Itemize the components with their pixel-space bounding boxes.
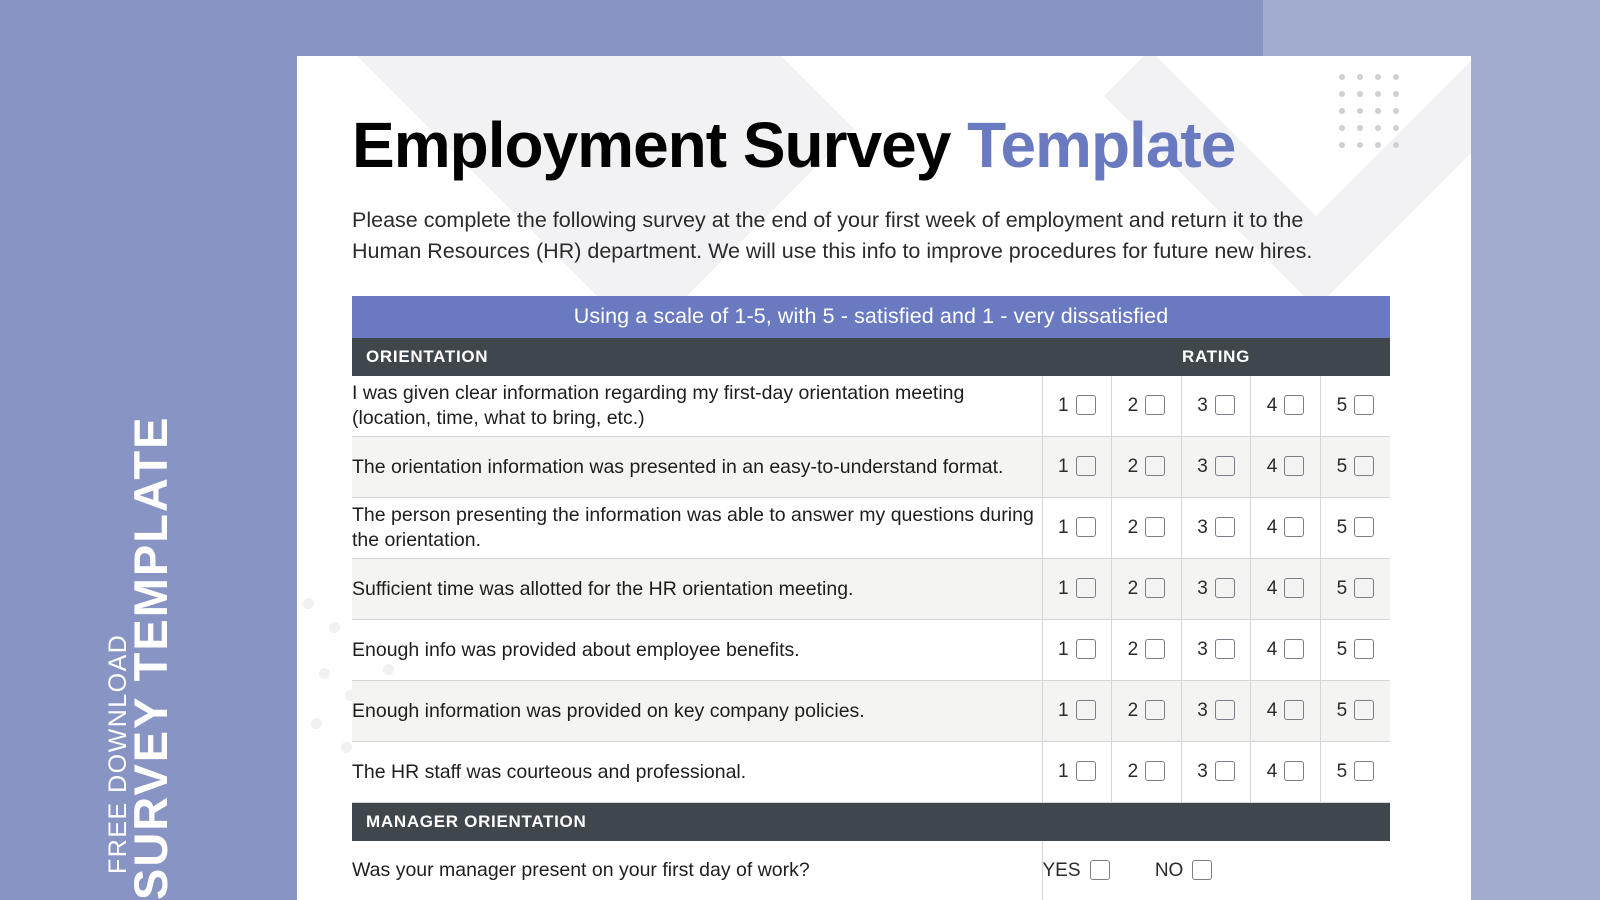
checkbox-icon[interactable] bbox=[1145, 639, 1165, 659]
rating-cell-3[interactable] bbox=[1181, 681, 1251, 742]
rating-number: 1 bbox=[1058, 517, 1069, 539]
rating-number: 5 bbox=[1336, 761, 1348, 783]
checkbox-icon[interactable] bbox=[1354, 700, 1374, 720]
rating-cell-5[interactable] bbox=[1320, 437, 1390, 498]
rating-cell-1[interactable] bbox=[1042, 376, 1112, 437]
rating-cell-3[interactable] bbox=[1181, 742, 1251, 803]
rating-number: 1 bbox=[1058, 700, 1069, 722]
rating-cell-5[interactable] bbox=[1320, 620, 1390, 681]
checkbox-icon[interactable] bbox=[1354, 761, 1374, 781]
rating-number: 2 bbox=[1127, 517, 1139, 539]
table-row bbox=[352, 559, 1390, 620]
rating-number: 4 bbox=[1266, 517, 1278, 539]
rating-number: 5 bbox=[1336, 394, 1348, 416]
section-label-rating: RATING bbox=[1181, 346, 1251, 366]
rating-cell-2[interactable] bbox=[1112, 498, 1182, 559]
rating-cell-4[interactable] bbox=[1251, 437, 1321, 498]
question-text: The HR staff was courteous and professional. bbox=[352, 742, 1042, 803]
checkbox-icon[interactable] bbox=[1145, 517, 1165, 537]
rating-cell-1[interactable] bbox=[1042, 437, 1112, 498]
section-header-manager-orientation bbox=[352, 803, 1390, 841]
rating-cell-2[interactable] bbox=[1112, 559, 1182, 620]
checkbox-icon[interactable] bbox=[1284, 639, 1304, 659]
checkbox-icon[interactable] bbox=[1145, 395, 1165, 415]
rating-cell-2[interactable] bbox=[1112, 376, 1182, 437]
checkbox-icon[interactable] bbox=[1076, 639, 1096, 659]
rating-cell-3[interactable] bbox=[1181, 437, 1251, 498]
rating-number: 3 bbox=[1197, 394, 1208, 416]
scale-bar-label: Using a scale of 1-5, with 5 - satisfied and 1 - very dissatisfied bbox=[352, 296, 1390, 338]
checkbox-icon[interactable] bbox=[1354, 639, 1374, 659]
rating-cell-1[interactable] bbox=[1042, 620, 1112, 681]
rating-cell-5[interactable] bbox=[1320, 681, 1390, 742]
rating-number: 4 bbox=[1266, 639, 1278, 661]
checkbox-icon[interactable] bbox=[1215, 761, 1235, 781]
rating-number: 1 bbox=[1058, 578, 1069, 600]
question-text: I was given clear information regarding my first-day orientation meeting (location, time, what to bring, etc.) bbox=[352, 376, 1042, 437]
table-row bbox=[352, 681, 1390, 742]
rating-number: 4 bbox=[1266, 578, 1278, 600]
checkbox-icon[interactable] bbox=[1076, 517, 1096, 537]
checkbox-icon[interactable] bbox=[1145, 456, 1165, 476]
page-title-primary: Employment Survey bbox=[352, 109, 968, 181]
table-row bbox=[352, 437, 1390, 498]
sidebar-subtitle: FREE DOWNLOAD bbox=[104, 633, 132, 874]
rating-number: 2 bbox=[1127, 639, 1139, 661]
checkbox-icon[interactable] bbox=[1215, 395, 1235, 415]
sidebar-title: SURVEY TEMPLATE bbox=[124, 415, 177, 900]
checkbox-icon[interactable] bbox=[1215, 517, 1235, 537]
rating-number: 3 bbox=[1197, 761, 1208, 783]
rating-number: 5 bbox=[1336, 578, 1348, 600]
section-label-manager-orientation: MANAGER ORIENTATION bbox=[366, 811, 587, 831]
rating-cell-4[interactable] bbox=[1251, 620, 1321, 681]
rating-cell-3[interactable] bbox=[1181, 498, 1251, 559]
rating-cell-5[interactable] bbox=[1320, 742, 1390, 803]
rating-cell-4[interactable] bbox=[1251, 376, 1321, 437]
rating-number: 2 bbox=[1127, 761, 1139, 783]
rating-cell-4[interactable] bbox=[1251, 742, 1321, 803]
checkbox-icon[interactable] bbox=[1354, 395, 1374, 415]
rating-number: 4 bbox=[1266, 761, 1278, 783]
rating-number: 4 bbox=[1266, 456, 1278, 478]
checkbox-icon[interactable] bbox=[1076, 395, 1096, 415]
checkbox-icon[interactable] bbox=[1354, 517, 1374, 537]
rating-number: 2 bbox=[1127, 456, 1139, 478]
rating-number: 3 bbox=[1197, 456, 1208, 478]
checkbox-icon[interactable] bbox=[1215, 700, 1235, 720]
checkbox-icon[interactable] bbox=[1145, 700, 1165, 720]
rating-cell-5[interactable] bbox=[1320, 376, 1390, 437]
question-text: Enough info was provided about employee benefits. bbox=[352, 620, 1042, 681]
rating-cell-4[interactable] bbox=[1251, 559, 1321, 620]
yes-option[interactable] bbox=[1043, 860, 1110, 882]
question-text: Sufficient time was allotted for the HR orientation meeting. bbox=[352, 559, 1042, 620]
checkbox-icon[interactable] bbox=[1215, 639, 1235, 659]
checkbox-icon[interactable] bbox=[1284, 456, 1304, 476]
checkbox-icon[interactable] bbox=[1145, 578, 1165, 598]
checkbox-icon[interactable] bbox=[1192, 860, 1212, 880]
rating-cell-3[interactable] bbox=[1181, 620, 1251, 681]
rating-number: 5 bbox=[1336, 639, 1348, 661]
rating-number: 2 bbox=[1127, 700, 1139, 722]
question-text: Enough information was provided on key company policies. bbox=[352, 681, 1042, 742]
checkbox-icon[interactable] bbox=[1145, 761, 1165, 781]
checkbox-icon[interactable] bbox=[1215, 578, 1235, 598]
question-text: Was your manager present on your first day of work? bbox=[352, 841, 1042, 900]
checkbox-icon[interactable] bbox=[1354, 578, 1374, 598]
rating-cell-4[interactable] bbox=[1251, 498, 1321, 559]
rating-cell-2[interactable] bbox=[1112, 437, 1182, 498]
checkbox-icon[interactable] bbox=[1284, 700, 1304, 720]
rating-number: 1 bbox=[1058, 761, 1069, 783]
rating-cell-1[interactable] bbox=[1042, 742, 1112, 803]
rating-number: 4 bbox=[1266, 700, 1278, 722]
rating-number: 2 bbox=[1127, 394, 1139, 416]
survey-table bbox=[352, 296, 1390, 900]
sidebar-vertical-text bbox=[0, 0, 297, 900]
section-header-orientation bbox=[352, 338, 1390, 376]
rating-number: 5 bbox=[1336, 700, 1348, 722]
rating-cell-1[interactable] bbox=[1042, 681, 1112, 742]
table-row bbox=[352, 620, 1390, 681]
checkbox-icon[interactable] bbox=[1076, 578, 1096, 598]
yes-label: YES bbox=[1042, 859, 1081, 881]
rating-cell-3[interactable] bbox=[1181, 559, 1251, 620]
rating-cell-1[interactable] bbox=[1042, 559, 1112, 620]
rating-number: 3 bbox=[1197, 578, 1208, 600]
document-page bbox=[297, 56, 1471, 900]
table-row bbox=[352, 498, 1390, 559]
checkbox-icon[interactable] bbox=[1284, 395, 1304, 415]
table-row bbox=[352, 841, 1390, 900]
rating-cell-2[interactable] bbox=[1112, 620, 1182, 681]
rating-number: 4 bbox=[1266, 394, 1278, 416]
no-option[interactable] bbox=[1155, 860, 1213, 882]
rating-number: 1 bbox=[1058, 456, 1069, 478]
table-row bbox=[352, 742, 1390, 803]
rating-cell-4[interactable] bbox=[1251, 681, 1321, 742]
checkbox-icon[interactable] bbox=[1076, 761, 1096, 781]
rating-cell-5[interactable] bbox=[1320, 559, 1390, 620]
rating-number: 3 bbox=[1197, 700, 1208, 722]
rating-number: 2 bbox=[1127, 578, 1139, 600]
checkbox-icon[interactable] bbox=[1284, 761, 1304, 781]
section-label-orientation: ORIENTATION bbox=[366, 346, 489, 366]
rating-number: 5 bbox=[1336, 517, 1348, 539]
rating-cell-3[interactable] bbox=[1181, 376, 1251, 437]
rating-number: 3 bbox=[1197, 517, 1208, 539]
scale-bar-row bbox=[352, 296, 1390, 338]
checkbox-icon[interactable] bbox=[1284, 578, 1304, 598]
checkbox-icon[interactable] bbox=[1215, 456, 1235, 476]
checkbox-icon[interactable] bbox=[1284, 517, 1304, 537]
page-title bbox=[352, 109, 1392, 181]
rating-cell-1[interactable] bbox=[1042, 498, 1112, 559]
rating-cell-2[interactable] bbox=[1112, 681, 1182, 742]
question-text: The person presenting the information was able to answer my questions during the orientation. bbox=[352, 498, 1042, 559]
no-label: NO bbox=[1154, 859, 1184, 881]
page-title-accent: Template bbox=[967, 109, 1236, 181]
rating-cell-2[interactable] bbox=[1112, 742, 1182, 803]
rating-number: 5 bbox=[1336, 456, 1348, 478]
yesno-cell[interactable] bbox=[1042, 841, 1390, 900]
rating-number: 1 bbox=[1058, 394, 1069, 416]
intro-paragraph: Please complete the following survey at the end of your first week of employment and return it to the Human Resources (HR) department. We will use this info to improve procedures for future new hires. bbox=[352, 208, 1313, 264]
rating-number: 1 bbox=[1058, 639, 1069, 661]
question-text: The orientation information was presented in an easy-to-understand format. bbox=[352, 437, 1042, 498]
checkbox-icon[interactable] bbox=[1354, 456, 1374, 476]
checkbox-icon[interactable] bbox=[1090, 860, 1110, 880]
rating-number: 3 bbox=[1197, 639, 1208, 661]
checkbox-icon[interactable] bbox=[1076, 456, 1096, 476]
checkbox-icon[interactable] bbox=[1076, 700, 1096, 720]
table-row bbox=[352, 376, 1390, 437]
rating-cell-5[interactable] bbox=[1320, 498, 1390, 559]
document-content bbox=[352, 56, 1392, 900]
